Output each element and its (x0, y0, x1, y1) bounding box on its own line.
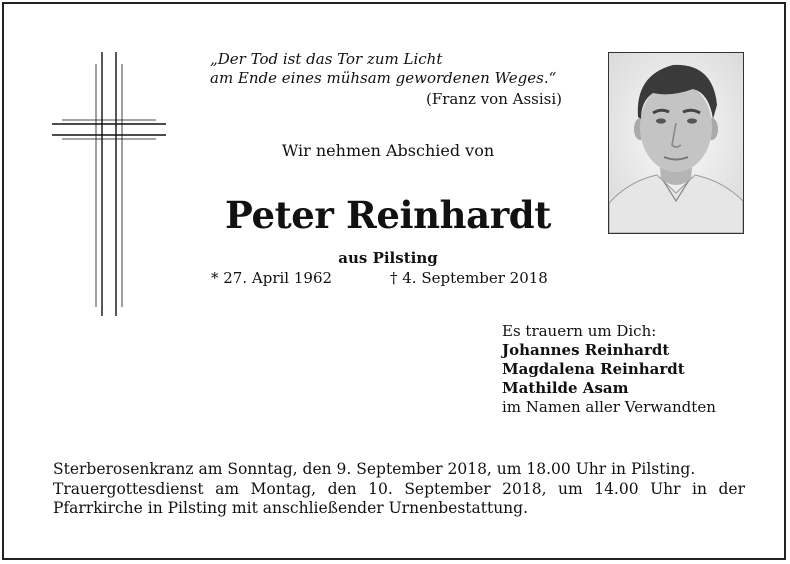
cross-icon (52, 52, 166, 316)
deceased-origin: aus Pilsting (338, 249, 438, 267)
quote-line-2: am Ende eines mühsam gewordenen Weges.“ (210, 69, 557, 87)
memorial-quote (210, 50, 566, 88)
farewell-intro: Wir nehmen Abschied von (281, 141, 495, 160)
quote-author: (Franz von Assisi) (425, 90, 562, 108)
mourners-heading: Es trauern um Dich: (502, 322, 657, 340)
mourners-block (502, 322, 752, 417)
portrait-photo (608, 52, 744, 234)
service-details (53, 460, 745, 519)
deceased-name: Peter Reinhardt (225, 193, 551, 237)
death-date: † 4. September 2018 (390, 269, 548, 287)
birth-date: * 27. April 1962 (211, 269, 333, 287)
mourner-name: Mathilde Asam (502, 379, 629, 397)
mourners-closing: im Namen aller Verwandten (502, 398, 716, 416)
quote-line-1: „Der Tod ist das Tor zum Licht (210, 50, 443, 68)
funeral-mass-info: Trauergottesdienst am Montag, den 10. September 2018, um 14.00 Uhr in der Pfarrkirche in Pilsting mit anschließender Urnenbestattung. (53, 479, 745, 517)
rosary-info: Sterberosenkranz am Sonntag, den 9. September 2018, um 18.00 Uhr in Pilsting. (53, 460, 696, 478)
obituary-card (2, 2, 786, 560)
mourner-name: Johannes Reinhardt (502, 341, 670, 359)
mourner-name: Magdalena Reinhardt (502, 360, 685, 378)
